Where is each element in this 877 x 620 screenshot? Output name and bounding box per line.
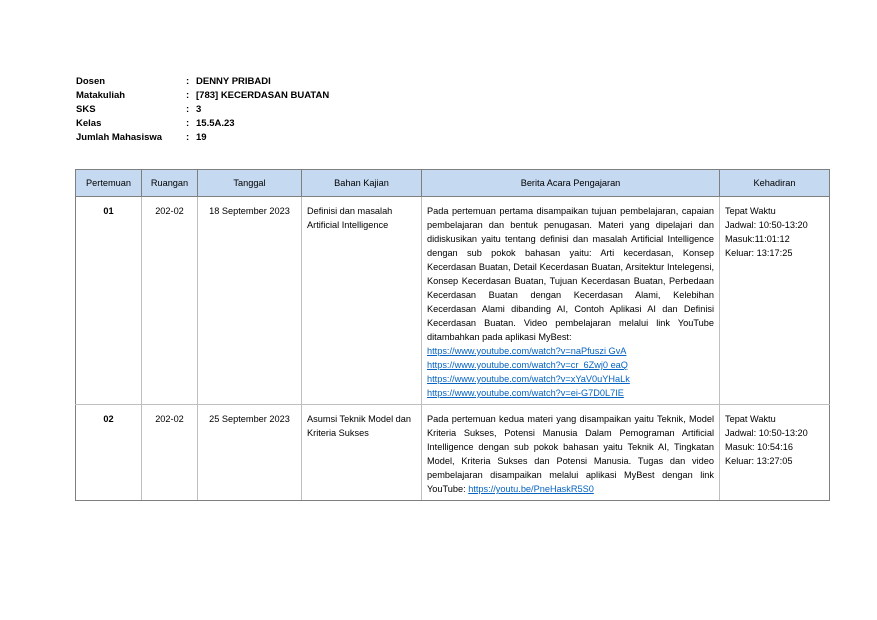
cell-bahan-kajian: Asumsi Teknik Model dan Kriteria Sukses bbox=[302, 405, 422, 501]
cell-tanggal: 18 September 2023 bbox=[198, 197, 302, 405]
info-label: SKS bbox=[76, 104, 96, 115]
course-info bbox=[76, 75, 329, 145]
kehadiran-status: Tepat Waktu bbox=[725, 206, 776, 216]
header-pertemuan: Pertemuan bbox=[76, 170, 142, 197]
info-value: 15.5A.23 bbox=[196, 118, 235, 129]
info-row-jumlah-mahasiswa bbox=[76, 131, 329, 145]
header-kehadiran: Kehadiran bbox=[720, 170, 830, 197]
cell-pertemuan: 02 bbox=[76, 405, 142, 501]
info-label: Kelas bbox=[76, 118, 102, 129]
cell-tanggal: 25 September 2023 bbox=[198, 405, 302, 501]
info-row-kelas bbox=[76, 117, 329, 131]
info-value: 19 bbox=[196, 132, 207, 143]
kehadiran-status: Tepat Waktu bbox=[725, 414, 776, 424]
table-row bbox=[76, 405, 830, 501]
kehadiran-keluar: Keluar: 13:27:05 bbox=[725, 456, 793, 466]
table-row bbox=[76, 197, 830, 405]
info-row-matakuliah bbox=[76, 89, 329, 103]
youtube-link[interactable]: https://www.youtube.com/watch?v=naPfuszi GvA bbox=[427, 346, 627, 356]
kehadiran-jadwal: Jadwal: 10:50-13:20 bbox=[725, 220, 808, 230]
cell-kehadiran bbox=[720, 405, 830, 501]
info-value: DENNY PRIBADI bbox=[196, 76, 271, 87]
berita-text: Pada pertemuan pertama disampaikan tujuan pembelajaran, capaian pembelajaran dan bentuk penugasan. Materi yang dipelajari dan didiskusikan yaitu tentang definisi dan masalah Artificial Intelligence dengan sub pokok bahasan yaitu: Arti kecerdasan, Konsep Kecerdasan Buatan, Detail Kecerdasan Buatan, Arsitektur Intelegensi, Konsep Kecerdasan Buatan, Tujuan Kecerdasan Buatan, Perbedaan Kecerdasan Buatan dengan Kecerdasan Alami, Kelebihan Kecerdasan Alami dibanding AI, Contoh Aplikasi AI dan Definisi Kecerdasan Buatan. Video pembelajaran melalui link YouTube ditambahkan pada aplikasi MyBest: bbox=[427, 206, 714, 342]
info-row-sks bbox=[76, 103, 329, 117]
info-colon: : bbox=[186, 90, 190, 101]
info-value: 3 bbox=[196, 104, 202, 115]
header-ruangan: Ruangan bbox=[142, 170, 198, 197]
info-label: Dosen bbox=[76, 76, 106, 87]
info-label: Matakuliah bbox=[76, 90, 126, 101]
berita-text: Pada pertemuan kedua materi yang disampaikan yaitu Teknik, Model Kriteria Sukses, Potensi Manusia Dalam Pemograman Artificial Intelligence dengan sub pokok bahasan yaitu Teknik AI, Tingkatan Model, Kriteria Sukses dan Potensi Manusia. Tugas dan video pembelajaran disampaikan melalui aplikasi MyBest dengan link YouTube: bbox=[427, 414, 714, 494]
info-row-dosen bbox=[76, 75, 329, 89]
cell-berita-acara bbox=[422, 197, 720, 405]
cell-berita-acara bbox=[422, 405, 720, 501]
header-berita-acara: Berita Acara Pengajaran bbox=[422, 170, 720, 197]
info-colon: : bbox=[186, 104, 190, 115]
cell-pertemuan: 01 bbox=[76, 197, 142, 405]
cell-kehadiran bbox=[720, 197, 830, 405]
youtube-link[interactable]: https://www.youtube.com/watch?v=cr_6Zwj0 eaQ bbox=[427, 360, 628, 370]
kehadiran-masuk: Masuk:11:01:12 bbox=[725, 234, 790, 244]
info-value: [783] KECERDASAN BUATAN bbox=[196, 90, 330, 101]
table-header-row bbox=[76, 170, 830, 197]
youtube-link[interactable]: https://youtu.be/PneHaskR5S0 bbox=[468, 484, 594, 494]
kehadiran-masuk: Masuk: 10:54:16 bbox=[725, 442, 793, 452]
cell-ruangan: 202-02 bbox=[142, 405, 198, 501]
info-label: Jumlah Mahasiswa bbox=[76, 132, 163, 143]
header-tanggal: Tanggal bbox=[198, 170, 302, 197]
youtube-link[interactable]: https://www.youtube.com/watch?v=ei-G7D0L7IE bbox=[427, 388, 624, 398]
attendance-table bbox=[75, 169, 830, 501]
kehadiran-keluar: Keluar: 13:17:25 bbox=[725, 248, 793, 258]
kehadiran-jadwal: Jadwal: 10:50-13:20 bbox=[725, 428, 808, 438]
info-colon: : bbox=[186, 132, 190, 143]
header-bahan-kajian: Bahan Kajian bbox=[302, 170, 422, 197]
info-colon: : bbox=[186, 76, 190, 87]
youtube-link[interactable]: https://www.youtube.com/watch?v=xYaV0uYHaLk bbox=[427, 374, 630, 384]
info-colon: : bbox=[186, 118, 190, 129]
cell-ruangan: 202-02 bbox=[142, 197, 198, 405]
cell-bahan-kajian: Definisi dan masalah Artificial Intelligence bbox=[302, 197, 422, 405]
